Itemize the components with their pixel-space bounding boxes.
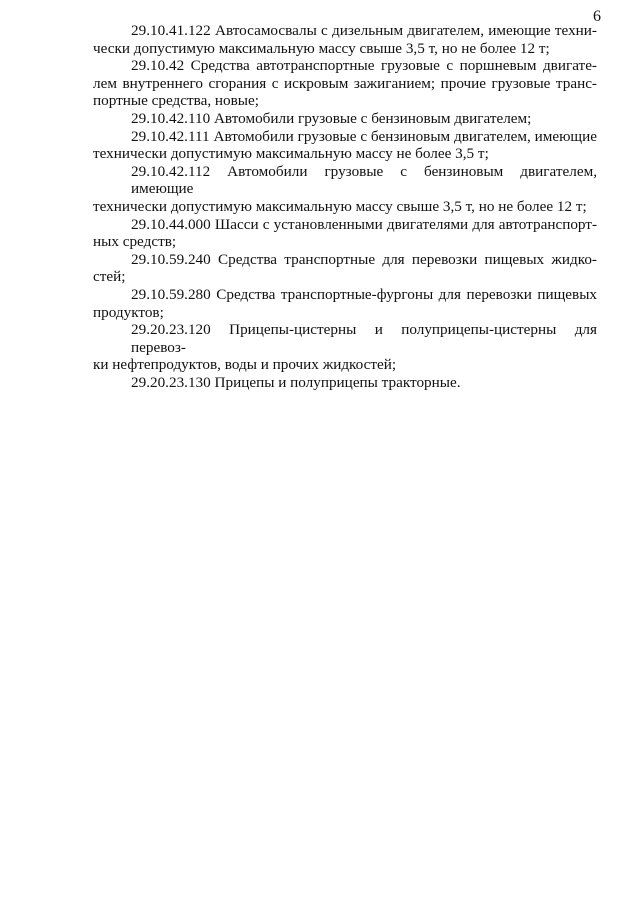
paragraph-line: лем внутреннего сгорания с искровым зажиганием; прочие грузовые транс- xyxy=(93,74,597,92)
page-number: 6 xyxy=(593,8,601,25)
paragraph-line: стей; xyxy=(93,268,126,286)
paragraph-line: технически допустимую максимальную массу не более 3,5 т; xyxy=(93,145,489,163)
paragraph-line: ки нефтепродуктов, воды и прочих жидкостей; xyxy=(93,356,397,374)
paragraph-line: ных средств; xyxy=(93,233,177,251)
paragraph-line: 29.10.41.122 Автосамосвалы с дизельным двигателем, имеющие техни- xyxy=(131,22,597,39)
paragraph-line: 29.10.42.110 Автомобили грузовые с бензиновым двигателем; xyxy=(131,109,532,127)
paragraph-okpd-29-20-23-120 xyxy=(93,321,597,374)
document-body xyxy=(93,22,597,391)
paragraph-line: портные средства, новые; xyxy=(93,92,259,110)
paragraph-line: 29.20.23.120 Прицепы-цистерны и полуприцепы-цистерны для перевоз- xyxy=(131,321,597,356)
paragraph-line: 29.10.59.280 Средства транспортные-фургоны для перевозки пищевых xyxy=(131,285,597,303)
paragraph-line: продуктов; xyxy=(93,303,164,321)
paragraph-okpd-29-10-41-122 xyxy=(93,22,597,57)
paragraph-line: 29.10.42.111 Автомобили грузовые с бензиновым двигателем, имеющие xyxy=(131,127,597,145)
paragraph-okpd-29-20-23-130 xyxy=(93,374,597,392)
paragraph-okpd-29-10-44-000 xyxy=(93,216,597,251)
paragraph-line: чески допустимую максимальную массу свыше 3,5 т, но не более 12 т; xyxy=(93,39,550,57)
paragraph-line: 29.10.59.240 Средства транспортные для перевозки пищевых жидко- xyxy=(131,250,597,268)
paragraph-line: 29.10.44.000 Шасси с установленными двигателями для автотранспорт- xyxy=(131,215,597,233)
paragraph-line: 29.20.23.130 Прицепы и полуприцепы тракторные. xyxy=(131,373,461,391)
paragraph-line: технически допустимую максимальную массу свыше 3,5 т, но не более 12 т; xyxy=(93,197,587,215)
paragraph-okpd-29-10-42-110 xyxy=(93,110,597,128)
paragraph-line: 29.10.42 Средства автотранспортные грузовые с поршневым двигате- xyxy=(131,57,597,75)
paragraph-okpd-29-10-42 xyxy=(93,57,597,110)
paragraph-line: 29.10.42.112 Автомобили грузовые с бензиновым двигателем, имеющие xyxy=(131,162,597,198)
paragraph-okpd-29-10-42-111 xyxy=(93,128,597,163)
paragraph-okpd-29-10-59-240 xyxy=(93,251,597,286)
paragraph-okpd-29-10-42-112 xyxy=(93,163,597,216)
paragraph-okpd-29-10-59-280 xyxy=(93,286,597,321)
